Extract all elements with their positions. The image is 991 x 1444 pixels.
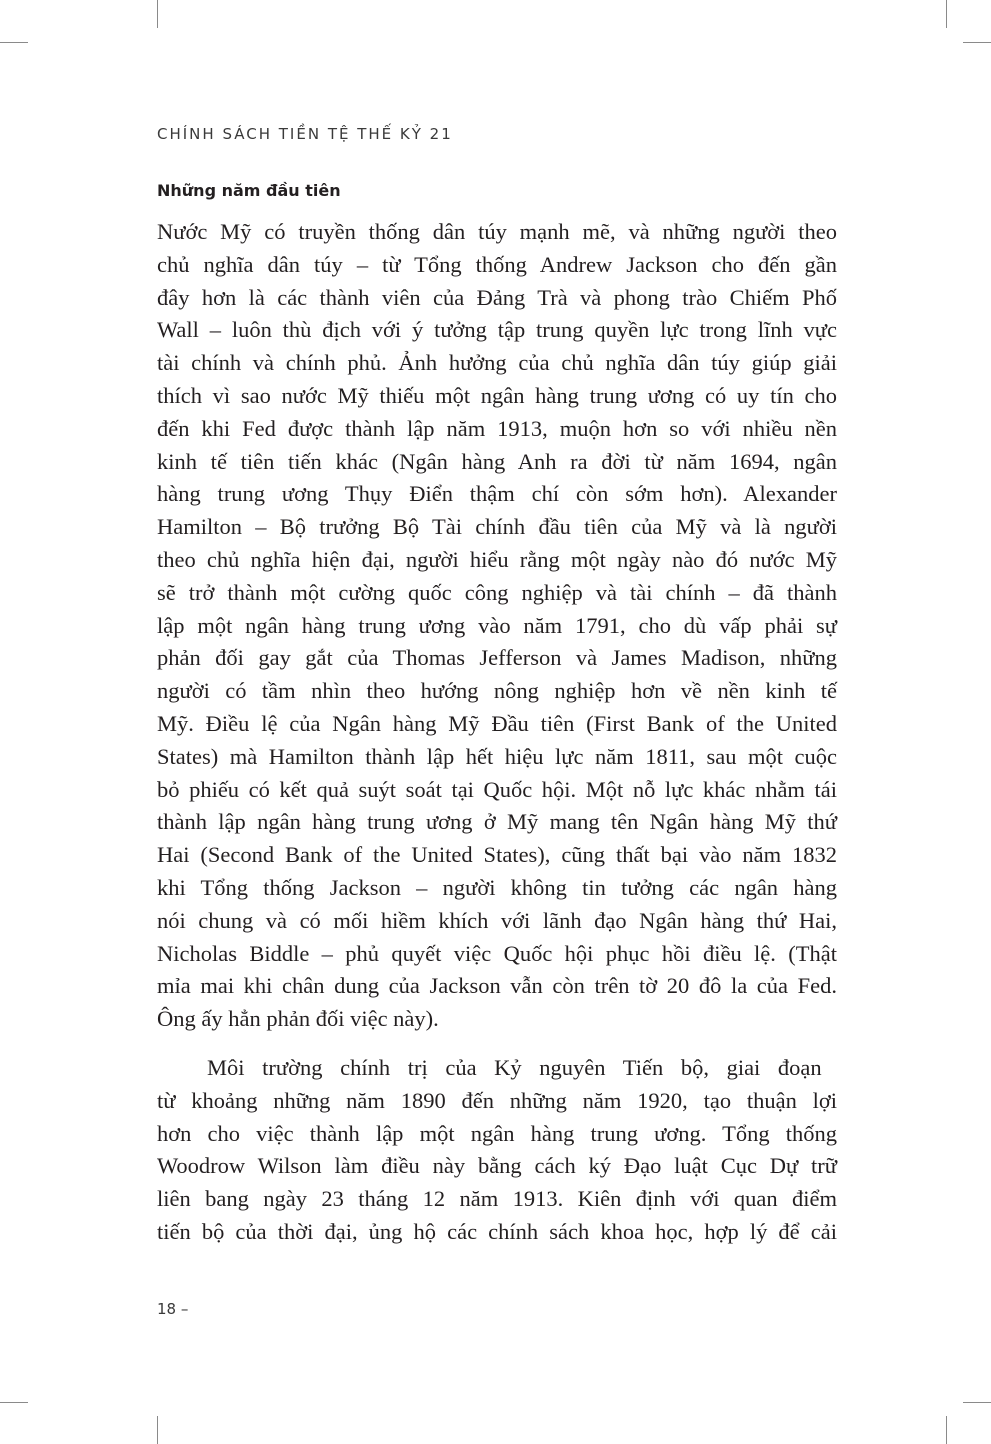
text-line: kinh tế tiên tiến khác (Ngân hàng Anh ra đời từ năm 1694, ngân: [157, 448, 837, 474]
text-line: thích vì sao nước Mỹ thiếu một ngân hàng trung ương có uy tín cho: [157, 382, 837, 408]
crop-mark-bottom-right-v: [946, 1416, 947, 1444]
text-line: States) mà Hamilton thành lập hết hiệu lực năm 1811, sau một cuộc: [157, 743, 837, 769]
text-line: mỉa mai khi chân dung của Jackson vẫn còn trên tờ 20 đô la của Fed.: [157, 973, 837, 999]
text-line: hơn cho việc thành lập một ngân hàng trung ương. Tổng thống: [157, 1120, 837, 1146]
crop-mark-top-right-v: [946, 0, 947, 28]
text-line: Môi trường chính trị của Kỷ nguyên Tiến bộ, giai đoạn: [207, 1055, 822, 1080]
text-line: Hamilton – Bộ trưởng Bộ Tài chính đầu tiên của Mỹ và là người: [157, 514, 837, 540]
text-line: đây hơn là các thành viên của Đảng Trà và phong trào Chiếm Phố: [157, 284, 837, 310]
text-line: Nicholas Biddle – phủ quyết việc Quốc hội phục hồi điều lệ. (Thật: [157, 940, 837, 966]
crop-mark-top-left-v: [157, 0, 158, 28]
text-line: đến khi Fed được thành lập năm 1913, muộn hơn so với nhiều nền: [157, 415, 837, 441]
paragraph-1: [157, 216, 837, 1036]
text-line: từ khoảng những năm 1890 đến những năm 1920, tạo thuận lợi: [157, 1087, 837, 1113]
text-line: nói chung và có mối hiềm khích với lãnh đạo Ngân hàng thứ Hai,: [157, 907, 837, 933]
page-number: 18 –: [157, 1300, 189, 1318]
text-line: theo chủ nghĩa hiện đại, người hiểu rằng một ngày nào đó nước Mỹ: [157, 546, 837, 572]
crop-mark-bottom-left-h: [0, 1402, 28, 1403]
crop-mark-bottom-left-v: [157, 1416, 158, 1444]
running-head: CHÍNH SÁCH TIỀN TỆ THẾ KỶ 21: [157, 125, 453, 143]
text-line: phản đối gay gắt của Thomas Jefferson và James Madison, những: [157, 645, 837, 671]
text-line: hàng trung ương Thụy Điển thậm chí còn sớm hơn). Alexander: [157, 481, 837, 507]
text-line: chủ nghĩa dân túy – từ Tổng thống Andrew Jackson cho đến gần: [157, 251, 837, 277]
text-line: tài chính và chính phủ. Ảnh hưởng của chủ nghĩa dân túy giúp giải: [157, 350, 837, 376]
text-line: Mỹ. Điều lệ của Ngân hàng Mỹ Đầu tiên (First Bank of the United: [157, 710, 837, 736]
crop-mark-top-left-h: [0, 42, 28, 43]
text-line: Nước Mỹ có truyền thống dân túy mạnh mẽ, và những người theo: [157, 219, 837, 244]
text-line: Woodrow Wilson làm điều này bằng cách ký Đạo luật Cục Dự trữ: [157, 1153, 837, 1179]
text-line: Ông ấy hẳn phản đối việc này).: [157, 1006, 439, 1032]
paragraph-2: [157, 1052, 837, 1249]
text-line: thành lập ngân hàng trung ương ở Mỹ mang tên Ngân hàng Mỹ thứ: [157, 809, 837, 835]
text-line: tiến bộ của thời đại, ủng hộ các chính sách khoa học, hợp lý để cải: [157, 1218, 837, 1244]
text-line: sẽ trở thành một cường quốc công nghiệp và tài chính – đã thành: [157, 579, 837, 605]
text-line: khi Tổng thống Jackson – người không tin tưởng các ngân hàng: [157, 874, 837, 900]
text-line: bỏ phiếu có kết quả suýt soát tại Quốc hội. Một nỗ lực khác nhằm tái: [157, 776, 837, 802]
text-line: liên bang ngày 23 tháng 12 năm 1913. Kiên định với quan điểm: [157, 1186, 837, 1212]
text-line: lập một ngân hàng trung ương vào năm 1791, cho dù vấp phải sự: [157, 612, 837, 638]
text-line: người có tầm nhìn theo hướng nông nghiệp hơn về nền kinh tế: [157, 678, 837, 704]
crop-mark-top-right-h: [963, 42, 991, 43]
crop-mark-bottom-right-h: [963, 1402, 991, 1403]
text-line: Hai (Second Bank of the United States), cũng thất bại vào năm 1832: [157, 842, 837, 868]
section-heading: Những năm đầu tiên: [157, 181, 341, 200]
text-line: Wall – luôn thù địch với ý tưởng tập trung quyền lực trong lĩnh vực: [157, 317, 837, 343]
